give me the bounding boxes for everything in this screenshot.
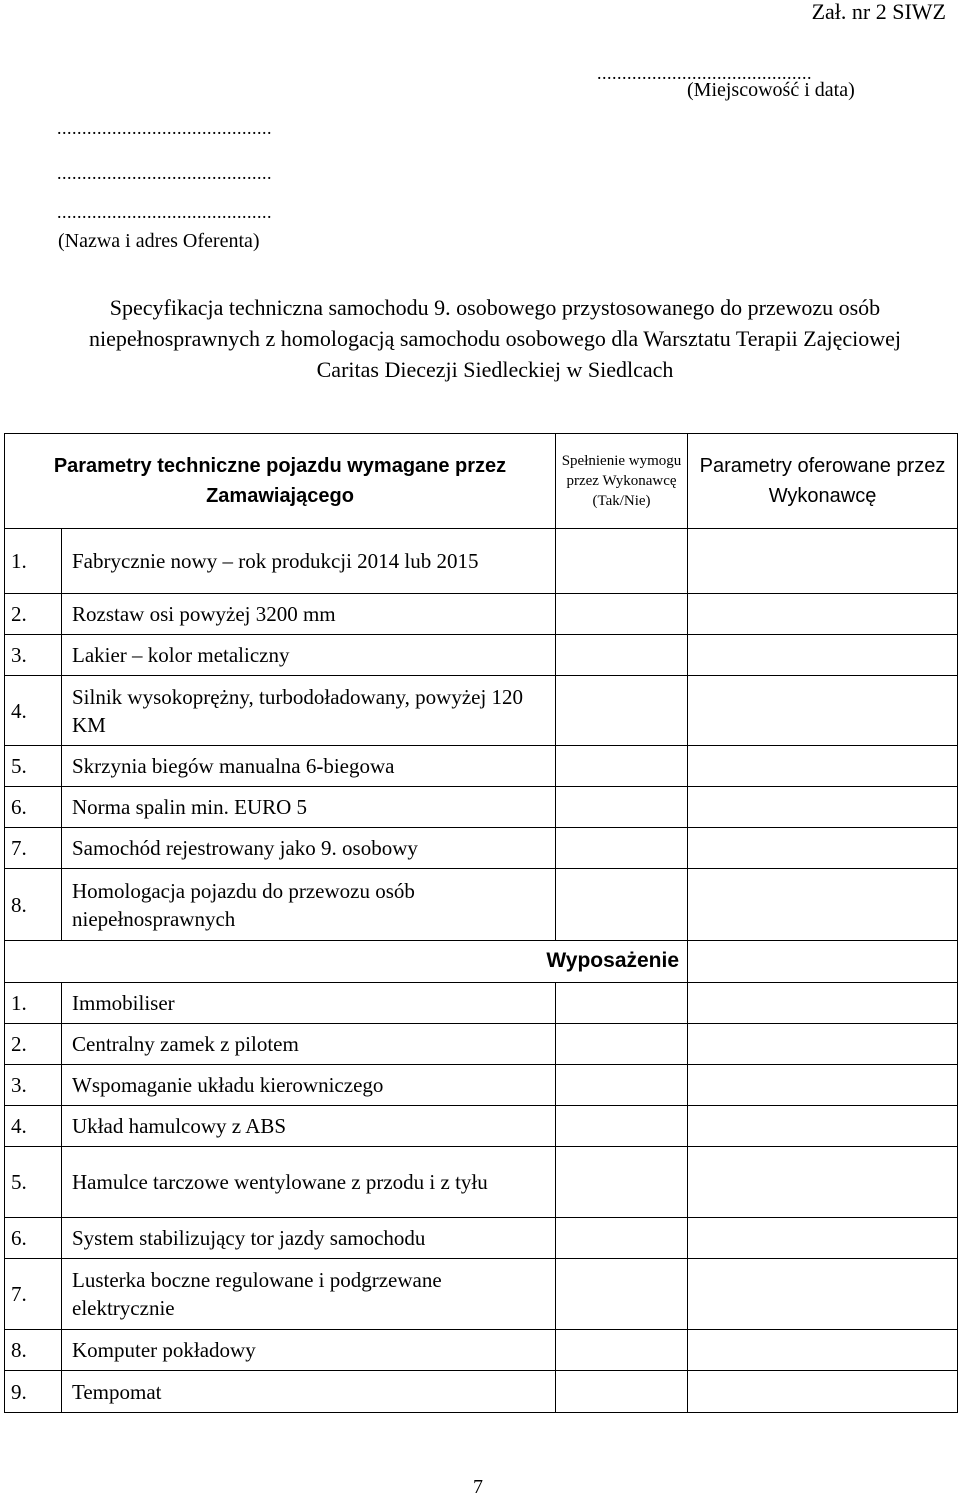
offered-cell[interactable] (688, 1065, 958, 1106)
offered-cell[interactable] (688, 594, 958, 635)
fulfilment-cell[interactable] (556, 529, 688, 594)
offered-cell[interactable] (688, 746, 958, 787)
offered-cell[interactable] (688, 1371, 958, 1413)
offered-cell[interactable] (688, 828, 958, 869)
row-number: 5. (5, 1147, 62, 1218)
row-number: 7. (5, 828, 62, 869)
row-text: Wspomaganie układu kierowniczego (62, 1065, 556, 1106)
offered-cell[interactable] (688, 635, 958, 676)
attachment-label: Zał. nr 2 SIWZ (811, 0, 946, 24)
row-text: Lakier – kolor metaliczny (62, 635, 556, 676)
table-row (5, 1259, 958, 1330)
row-text: Układ hamulcowy z ABS (62, 1106, 556, 1147)
offered-cell[interactable] (688, 869, 958, 941)
row-text: System stabilizujący tor jazdy samochodu (62, 1218, 556, 1259)
table-row (5, 676, 958, 746)
row-number: 4. (5, 1106, 62, 1147)
table-row (5, 594, 958, 635)
fulfilment-cell[interactable] (556, 1259, 688, 1330)
fulfilment-cell[interactable] (556, 1330, 688, 1371)
table-row (5, 983, 958, 1024)
offered-cell[interactable] (688, 787, 958, 828)
row-number: 3. (5, 635, 62, 676)
table-row (5, 787, 958, 828)
table-header-row (5, 434, 958, 529)
row-number: 6. (5, 1218, 62, 1259)
row-text: Rozstaw osi powyżej 3200 mm (62, 594, 556, 635)
table-row (5, 529, 958, 594)
header-offered-params: Parametry oferowane przez Wykonawcę (688, 434, 958, 529)
row-number: 2. (5, 1024, 62, 1065)
row-number: 5. (5, 746, 62, 787)
table-row (5, 1106, 958, 1147)
offered-cell[interactable] (688, 1147, 958, 1218)
row-number: 1. (5, 983, 62, 1024)
row-number: 1. (5, 529, 62, 594)
row-number: 9. (5, 1371, 62, 1413)
table-row (5, 746, 958, 787)
offered-cell[interactable] (688, 529, 958, 594)
row-number: 2. (5, 594, 62, 635)
fulfilment-cell[interactable] (556, 594, 688, 635)
offered-cell[interactable] (688, 1330, 958, 1371)
offered-cell[interactable] (688, 1024, 958, 1065)
offered-cell[interactable] (688, 941, 958, 983)
row-text: Fabrycznie nowy – rok produkcji 2014 lub 2015 (62, 529, 556, 594)
header-fulfilment: Spełnienie wymogu przez Wykonawcę (Tak/Nie) (556, 434, 688, 529)
fulfilment-cell[interactable] (556, 828, 688, 869)
fulfilment-cell[interactable] (556, 676, 688, 746)
fulfilment-cell[interactable] (556, 746, 688, 787)
specification-table (4, 433, 958, 1413)
table-row (5, 1371, 958, 1413)
offerent-dots-line-3: ........................................... (57, 202, 272, 222)
fulfilment-cell[interactable] (556, 1024, 688, 1065)
table-row (5, 1330, 958, 1371)
fulfilment-cell[interactable] (556, 787, 688, 828)
table-row (5, 1218, 958, 1259)
equipment-section-row (5, 941, 958, 983)
row-text: Silnik wysokoprężny, turbodoładowany, powyżej 120 KM (62, 676, 556, 746)
place-date-label: (Miejscowość i data) (687, 79, 855, 101)
offered-cell[interactable] (688, 1259, 958, 1330)
table-row (5, 828, 958, 869)
row-text: Skrzynia biegów manualna 6-biegowa (62, 746, 556, 787)
fulfilment-cell[interactable] (556, 1218, 688, 1259)
fulfilment-cell[interactable] (556, 1147, 688, 1218)
page-number: 7 (473, 1476, 483, 1498)
offered-cell[interactable] (688, 1106, 958, 1147)
equipment-section-title: Wyposażenie (5, 941, 688, 983)
row-text: Norma spalin min. EURO 5 (62, 787, 556, 828)
row-text: Samochód rejestrowany jako 9. osobowy (62, 828, 556, 869)
offerent-dots-line-1: ........................................... (57, 118, 272, 138)
offered-cell[interactable] (688, 676, 958, 746)
row-number: 6. (5, 787, 62, 828)
row-number: 8. (5, 1330, 62, 1371)
fulfilment-cell[interactable] (556, 1106, 688, 1147)
table-row (5, 1065, 958, 1106)
fulfilment-cell[interactable] (556, 1065, 688, 1106)
offerent-label: (Nazwa i adres Oferenta) (58, 230, 260, 252)
offerent-dots-line-2: ........................................... (57, 163, 272, 183)
offered-cell[interactable] (688, 1218, 958, 1259)
header-required-params: Parametry techniczne pojazdu wymagane przez Zamawiającego (5, 434, 556, 529)
fulfilment-cell[interactable] (556, 983, 688, 1024)
row-text: Tempomat (62, 1371, 556, 1413)
row-text: Centralny zamek z pilotem (62, 1024, 556, 1065)
row-number: 3. (5, 1065, 62, 1106)
table-row (5, 869, 958, 941)
row-number: 7. (5, 1259, 62, 1330)
fulfilment-cell[interactable] (556, 635, 688, 676)
table-row (5, 1147, 958, 1218)
row-text: Immobiliser (62, 983, 556, 1024)
row-number: 4. (5, 676, 62, 746)
fulfilment-cell[interactable] (556, 869, 688, 941)
row-text: Hamulce tarczowe wentylowane z przodu i z tyłu (62, 1147, 556, 1218)
offered-cell[interactable] (688, 983, 958, 1024)
document-title: Specyfikacja techniczna samochodu 9. osobowego przystosowanego do przewozu osób niepełnosprawnych z homologacją samochodu osobowego dla Warsztatu Terapii Zajęciowej Caritas Diecezji Siedleckiej w Siedlcach (88, 295, 902, 382)
table-row (5, 1024, 958, 1065)
row-text: Homologacja pojazdu do przewozu osób niepełnosprawnych (62, 869, 556, 941)
row-text: Komputer pokładowy (62, 1330, 556, 1371)
fulfilment-cell[interactable] (556, 1371, 688, 1413)
table-row (5, 635, 958, 676)
place-date-dots: ........................................... (597, 63, 812, 83)
row-text: Lusterka boczne regulowane i podgrzewane elektrycznie (62, 1259, 556, 1330)
row-number: 8. (5, 869, 62, 941)
